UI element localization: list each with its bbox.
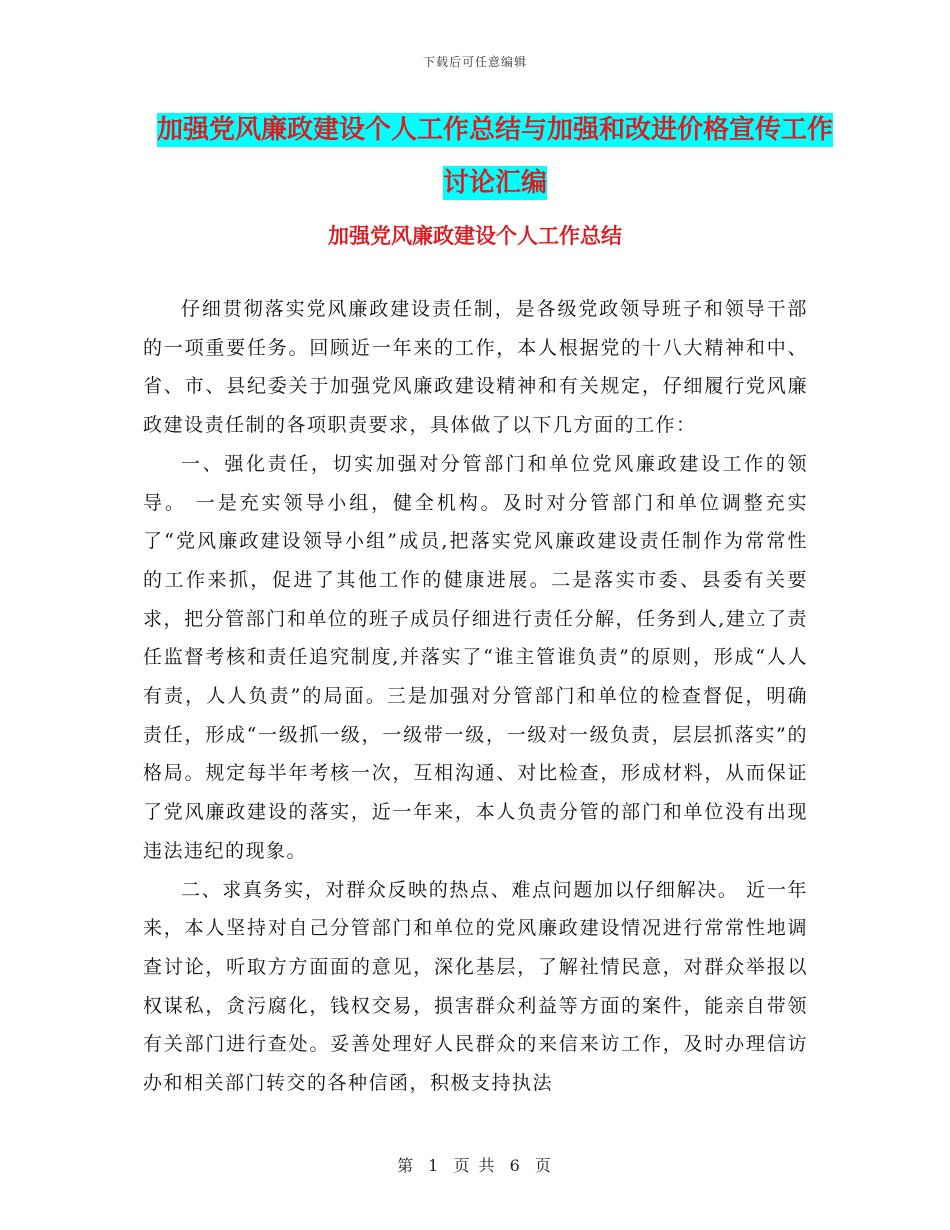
footer-prefix: 第	[397, 1156, 416, 1175]
footer-current-page: 1	[428, 1156, 441, 1175]
footer-middle: 页 共	[453, 1156, 497, 1175]
paragraph-1: 仔细贯彻落实党风廉政建设责任制，是各级党政领导班子和领导干部的一项重要任务。回顾近一年来的工作，本人根据党的十八大精神和中、省、市、县纪委关于加强党风廉政建设精神和有关规定，仔细履行党风廉政建设责任制的各项职责要求，具体做了以下几方面的工作：	[143, 298, 808, 437]
section-title: 加强党风廉政建设个人工作总结	[328, 224, 622, 248]
document-body	[143, 290, 808, 1103]
footer-suffix: 页	[534, 1156, 553, 1175]
document-main-title	[150, 104, 840, 210]
footer-total-pages: 6	[509, 1156, 522, 1175]
paragraph-3: 二、求真务实，对群众反映的热点、难点问题加以仔细解决。 近一年来，本人坚持对自己分管部门和单位的党风廉政建设情况进行常常性地调查讨论，听取方方面面的意见，深化基层，了解社情民意，对群众举报以权谋私，贪污腐化，钱权交易，损害群众利益等方面的案件，能亲自带领有关部门进行查处。妥善处理好人民群众的来信来访工作，及时办理信访办和相关部门转交的各种信函，积极支持执法	[143, 878, 808, 1095]
paragraph-2: 一、强化责任，切实加强对分管部门和单位党风廉政建设工作的领导。 一是充实领导小组，健全机构。及时对分管部门和单位调整充实了“党风廉政建设领导小组”成员,把落实党风廉政建设责任制作为常常性的工作来抓，促进了其他工作的健康进展。二是落实市委、县委有关要求，把分管部门和单位的班子成员仔细进行责任分解，任务到人,建立了责任监督考核和责任追究制度,并落实了“谁主管谁负责”的原则，形成“人人有责，人人负责”的局面。三是加强对分管部门和单位的检查督促，明确责任，形成“一级抓一级，一级带一级，一级对一级负责，层层抓落实”的格局。规定每半年考核一次，互相沟通、对比检查，形成材料，从而保证了党风廉政建设的落实，近一年来，本人负责分管的部门和单位没有出现违法违纪的现象。	[143, 452, 808, 862]
page-header-note: 下载后可任意编辑	[422, 55, 527, 69]
main-title-highlight: 加强党风廉政建设个人工作总结与加强和改进价格宣传工作讨论汇编	[156, 115, 833, 198]
page-footer	[0, 1153, 950, 1176]
